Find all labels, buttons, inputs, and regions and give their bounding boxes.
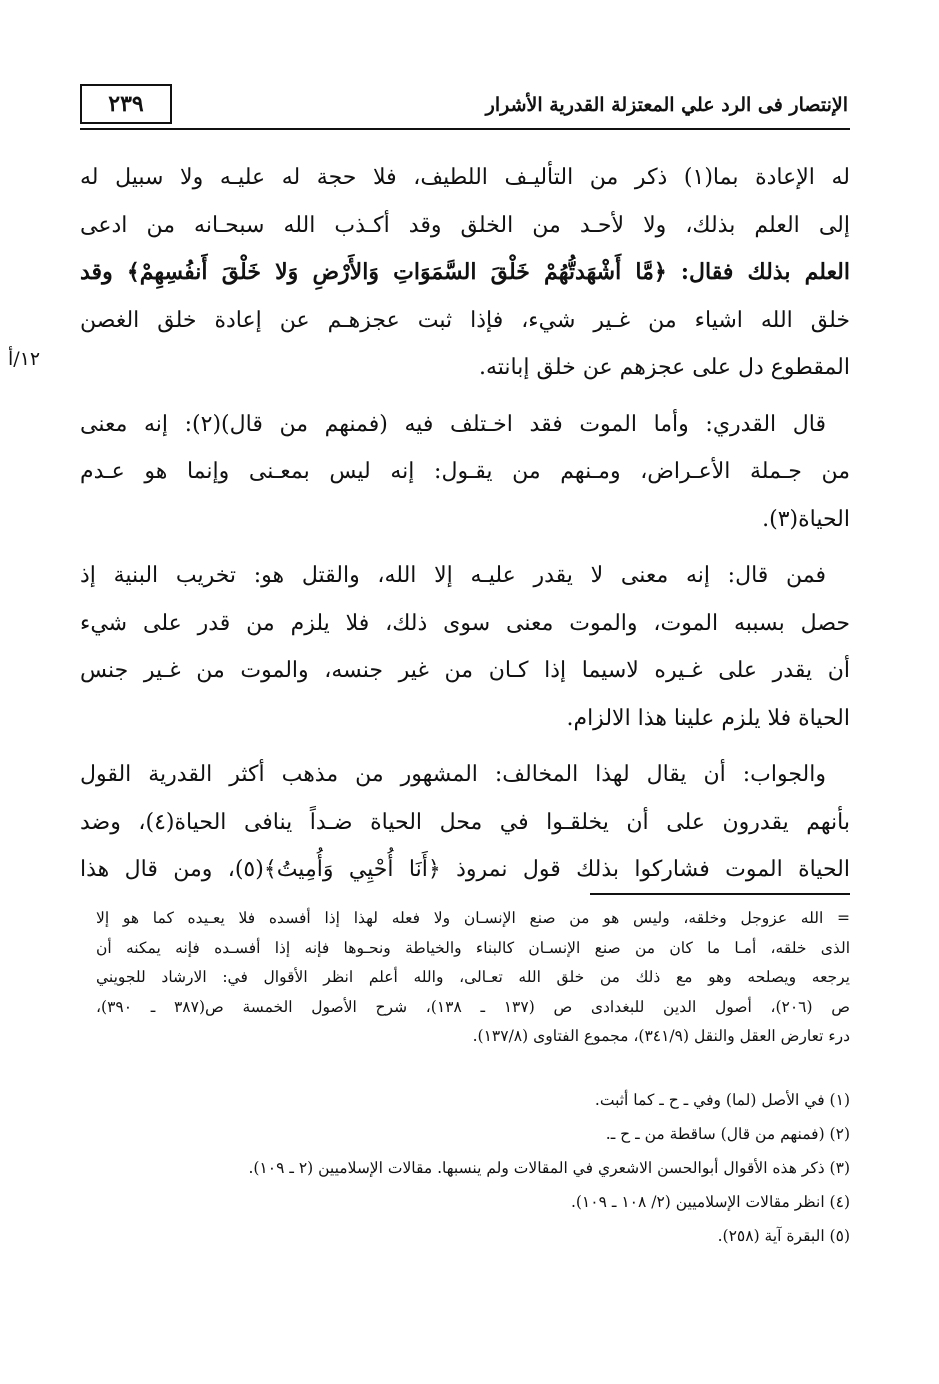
text-line: له الإعادة بما(١) ذكر من التأليـف اللطيف، فلا حجة له عليـه ولا سبيل له (80, 165, 850, 190)
text-line: الحياة الموت فشاركوا بذلك قول نمروذ ﴿أَنَا أُحْيِي وَأُمِيتُ﴾(٥)، ومن قال هذا (80, 857, 850, 882)
text-line: الحياة(٣). (762, 506, 850, 532)
footnote-5: (٥) البقرة آية (٢٥٨). (717, 1227, 850, 1245)
text-line: أن يقدر على غـيره لاسيما إذا كـان من غير جنسه، والموت من غـير جنس (80, 658, 850, 683)
text-line: الحياة فلا يلزم علينا هذا الالزام. (566, 705, 850, 731)
text-line: خلق الله اشياء من غـير شيء، فإذا ثبت عجزهـم عن إعادة خلق الغصن (80, 307, 850, 333)
footnote-line: ص (٢٠٦)، أصول الدين للبغدادى ص (١٣٧ ـ ١٣٨)، شرح الأصول الخمسة ص(٣٨٧ ـ ٣٩٠)، (96, 997, 850, 1016)
running-title: الإنتصار فى الرد علي المعتزلة القدرية الأشرار (485, 94, 848, 116)
text-line: فمن قال: إنه معنى لا يقدر عليـه إلا الله، والقتل هو: تخريب البنية إذ (80, 563, 826, 588)
text-line: العلم بذلك فقال: ﴿مَّا أَشْهَدتُّهُمْ خَلْقَ السَّمَوَاتِ وَالأَرْضِ وَلا خَلْقَ أَنفُسِهِمْ﴾ وقد (80, 259, 850, 285)
header-rule (80, 128, 850, 130)
footnote-2: (٢) (فمنهم من قال) ساقطة من ـ ح ـ. (605, 1125, 850, 1143)
footnote-separator (590, 893, 850, 895)
page-number: ٢٣٩ (108, 91, 144, 117)
footnote-line: يرجعه ويصلحه وهو مع ذلك من خلق الله تعـالى، والله أعلم انظر الأقوال في: الارشاد للجويني (96, 968, 850, 986)
text-line: قال القدري: وأما الموت فقد اخـتلف فيه (فمنهم من قال)(٢): إنه معنى (80, 411, 826, 437)
paragraph-1 (80, 154, 850, 392)
main-text (80, 154, 850, 903)
text-line: حصل بسببه الموت، والموت معنى سوى ذلك، فلا يلزم من قدر على شيء (80, 610, 850, 636)
footnote-4: (٤) انظر مقالات الإسلاميين (٢/ ١٠٨ ـ ١٠٩). (570, 1193, 850, 1211)
text-line: المقطوع دل على عجزهم عن خلق إبانته. (479, 355, 850, 380)
paragraph-4 (80, 751, 850, 894)
paragraph-2 (80, 401, 850, 544)
footnote-1: (١) في الأصل (لما) وفي ـ ح ـ كما أثبت. (594, 1091, 850, 1109)
footnote-line: درء تعارض العقل والنقل (٣٤١/٩)، مجموع الفتاوى (١٣٧/٨). (472, 1027, 850, 1045)
text-line: إلى العلم بذلك، ولا لأحـد من الخلق وقد أكـذب الله سبحـانه من ادعى (80, 212, 850, 238)
page-number-box (80, 84, 172, 124)
page-header (80, 80, 850, 130)
footnote-continuation (96, 904, 850, 1052)
footnote-line: الذى خلقه، أمـا ما كان من صنع الإنسـان كالبناء والخياطة ونحـوها فإنه إذا أفسـده فإنه يمكنه أن (96, 938, 850, 957)
text-line: بأنهم يقدرون على أن يخلقـوا في محل الحياة ضـداً ينافى الحياة(٤)، وضد (80, 809, 851, 835)
paragraph-3 (80, 552, 850, 742)
footnote-3: (٣) ذكر هذه الأقوال أبوالحسن الاشعري في المقالات ولم ينسبها. مقالات الإسلاميين (٢ ـ ١٠٩). (248, 1159, 850, 1177)
text-line: والجواب: أن يقال لهذا المخالف: المشهور من مذهب أكثر القدرية القول (80, 762, 826, 787)
footnote-line: = الله عزوجل وخلقه، وليس هو من صنع الإنسـان ولا فعله لهذا إذا أفسده فلا يعـيده كما هو إلا (96, 909, 850, 927)
margin-folio-note: ١٢/أ (8, 348, 41, 370)
text-line: من جـملة الأعـراض، ومـنهم من يقـول: إنه ليس بمعـنى وإنما هو عـدم (80, 459, 850, 484)
footnotes (90, 1083, 850, 1253)
